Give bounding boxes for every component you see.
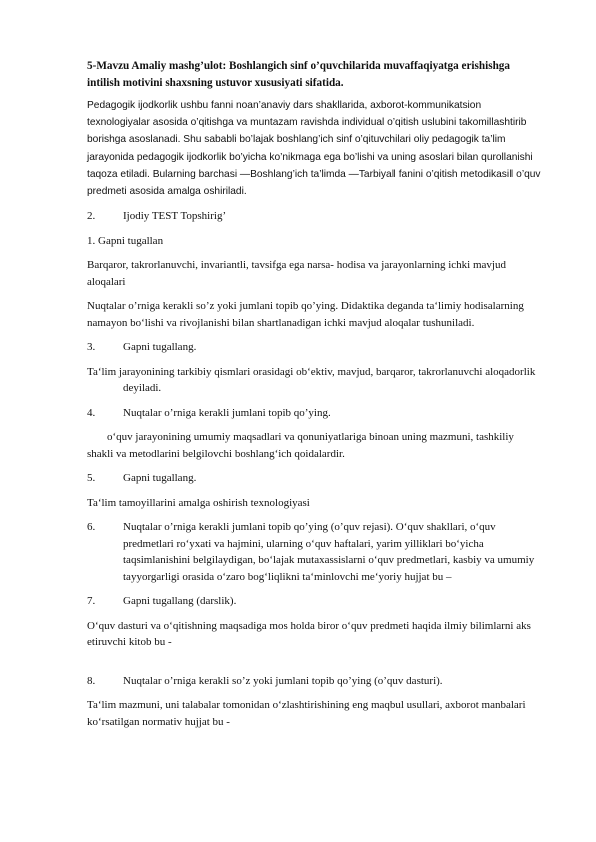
item-text: Nuqtalar o’rniga kerakli jumlani topib qo’ying.: [123, 406, 331, 419]
item-number: 4.: [87, 406, 96, 419]
item-number: 6.: [87, 521, 96, 534]
numbered-item-7: [87, 593, 542, 610]
numbered-item-5: [87, 470, 542, 487]
paragraph: o‘quv jarayonining umumiy maqsadlari va qonuniyatlariga binoan uning mazmuni, tashkiliy shakli va metodlarini belgilovchi boshlang‘ich qoidalardir.: [87, 431, 514, 460]
paragraph: O‘quv dasturi va o‘qitishning maqsadiga mos holda biror o‘quv predmeti haqida ilmiy bilimlarni aks etiruvchi kitob bu -: [87, 619, 531, 649]
item-number: 8.: [87, 674, 96, 687]
item-text: Nuqtalar o’rniga kerakli so’z yoki jumlani topib qo’ying (o’quv dasturi).: [123, 674, 443, 687]
item-text: Gapni tugallang.: [123, 341, 197, 354]
paragraph: Ta‘lim mazmuni, uni talabalar tomonidan o‘zlashtirishining eng maqbul usullari, axborot manbalari ko‘rsatilgan normativ hujjat bu -: [87, 699, 526, 728]
numbered-item-6: [87, 519, 542, 585]
spacer: [87, 659, 542, 673]
item-text: Gapni tugallang (darslik).: [123, 595, 237, 608]
paragraph: Nuqtalar o’rniga kerakli so’z yoki jumlani topib qo’ying. Didaktika deganda ta‘limiy hodisalarning namayon bo‘lishi va rivojlanishi bilan shartlanadigan ichki mavjud aloqalar tushuniladi.: [87, 300, 524, 329]
item-text: Nuqtalar o’rniga kerakli jumlani topib qo’ying (o’quv rejasi). O‘quv shakllari, o‘quv predmetlari ro‘yxati va hajmini, ularning o‘quv haftalari, yarim yilliklari bo‘yicha taqsimlanishini belgilaydigan, bo‘lajak mutaxassislarni o‘quv predmetlari, kasbiy va umumiy tayyorgarligi orasida o‘zaro bog‘liqlikni ta‘minlovchi me‘yoriy hujjat bu –: [123, 521, 535, 583]
numbered-item-4: [87, 405, 542, 422]
item-number: 2.: [87, 210, 96, 223]
numbered-item-2: [87, 208, 542, 225]
paragraph: 1. Gapni tugallan: [87, 234, 164, 247]
item-number: 5.: [87, 472, 96, 485]
numbered-item-3: [87, 339, 542, 356]
item-text: Gapni tugallang.: [123, 472, 197, 485]
intro-paragraph: Pedagogik ijodkorlik ushbu fanni noan’anaviy dars shakllarida, axborot-kommunikatsion texnologiyalar asosida o’qitishga va muntazam ravishda individual o’qitish uslubini takomillashtirib borishga asoslanadi. Shu sababli bo’lajak boshlang’ich sinf o’qituvchilari oliy pedagogik ta’lim jarayonida pedagogik ijodkorlik bo’yicha ko’nikmaga ega bo’lishi va uning asoslari bilan qurollanishi taqoza etiladi. Bularning barchasi ―Boshlang’ich ta’limda ―Tarbiya‖ fanini o’qitish metodikasi‖ o’quv predmeti asosida amalga oshiriladi.: [87, 100, 541, 198]
document-heading: 5-Mavzu Amaliy mashg’ulot: Boshlangich sinf o’quvchilarida muvaffaqiyatga erishishga intilish motivini shaxsning ustuvor xususiyati sifatida.: [87, 60, 510, 89]
item-number: 7.: [87, 595, 96, 608]
paragraph: Barqaror, takrorlanuvchi, invariantli, tavsifga ega narsa- hodisa va jarayonlarning ichki mavjud aloqalari: [87, 259, 506, 288]
document-page: [87, 58, 542, 738]
item-text: Ijodiy TEST Topshirig’: [123, 210, 227, 223]
numbered-item-8: [87, 673, 542, 690]
paragraph: Ta‘lim jarayonining tarkibiy qismlari orasidagi ob‘ektiv, mavjud, barqaror, takrorlanuvchi aloqadorlik deyiladi.: [87, 365, 536, 395]
paragraph: Ta‘lim tamoyillarini amalga oshirish texnologiyasi: [87, 496, 310, 509]
item-number: 3.: [87, 341, 96, 354]
